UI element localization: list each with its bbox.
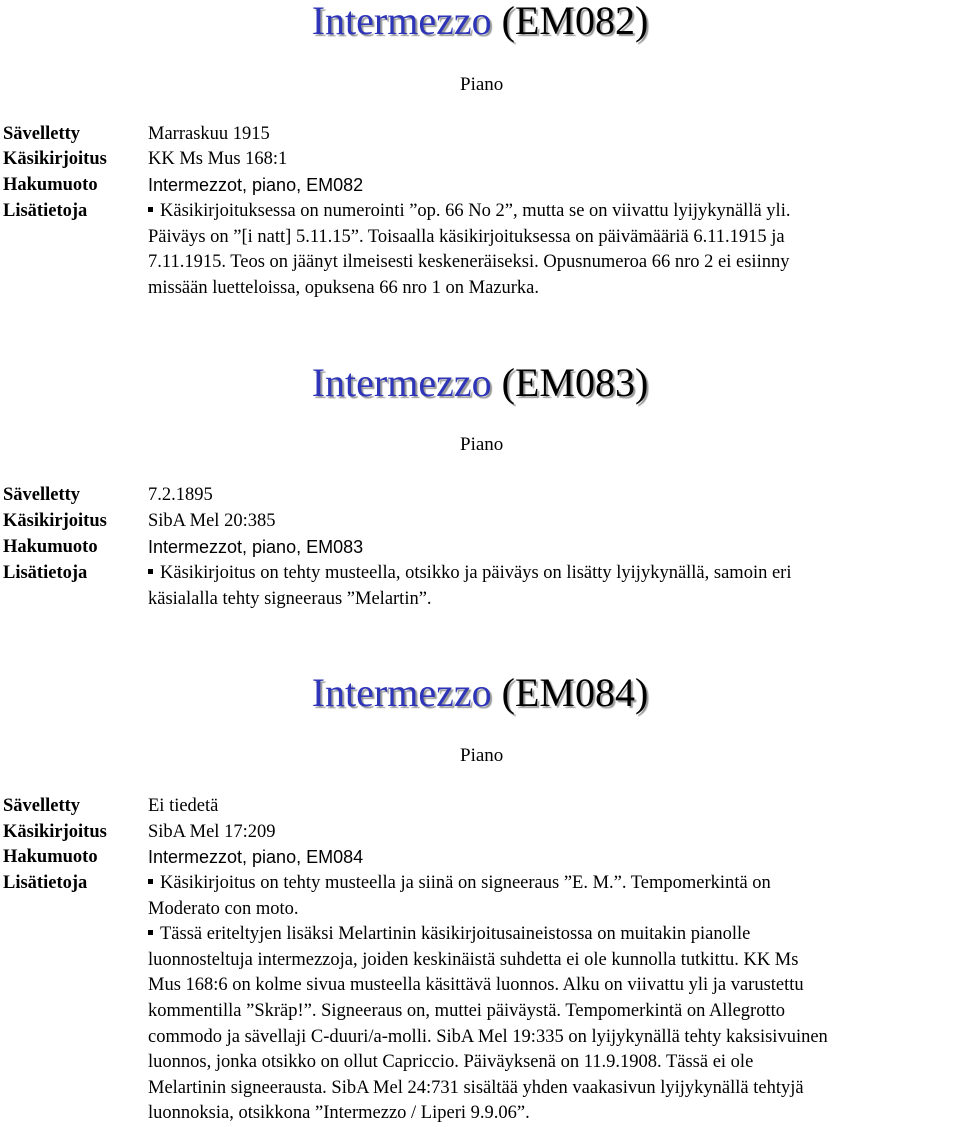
manuscript-label: Käsikirjoitus	[3, 511, 107, 531]
note-line: Melartinin signeerausta. SibA Mel 24:731 sisältää yhden vaakasivun lyijykynällä tehtyjä	[148, 1077, 804, 1098]
note-line	[148, 922, 960, 948]
note-text: Käsikirjoituksessa on numerointi ”op. 66 No 2”, mutta se on viivattu lyijykynällä yli.	[160, 201, 791, 221]
notes-label: Lisätietoja	[3, 201, 88, 221]
note-text: Käsikirjoitus on tehty musteella, otsikko ja päiväys on lisätty lyijykynällä, samoin eri	[160, 563, 792, 583]
notes-text	[148, 561, 960, 612]
note-line: missään luetteloissa, opuksena 66 nro 1 on Mazurka.	[148, 277, 539, 298]
entry-title-em084	[0, 670, 960, 716]
search-form-label: Hakumuoto	[3, 175, 98, 195]
title-name: Intermezzo	[311, 0, 492, 43]
note-line: luonnoksia, otsikkona ”Intermezzo / Liperi 9.9.06”.	[148, 1103, 530, 1124]
notes-text	[148, 871, 960, 1127]
search-form-label: Hakumuoto	[3, 847, 98, 867]
composed-label: Sävelletty	[3, 124, 81, 144]
note-text: Tässä eriteltyjen lisäksi Melartinin käsikirjoitusaineistossa on muitakin pianolle	[160, 924, 751, 945]
note-line: luonnosteltuja intermezzoja, joiden keskinäistä suhdetta ei ole kunnolla tutkittu. KK Ms	[148, 949, 799, 970]
note-line: Päiväys on ”[i natt] 5.11.15”. Toisaalla käsikirjoituksessa on päivämääriä 6.11.1915 ja	[148, 226, 785, 247]
title-name: Intermezzo	[311, 360, 492, 405]
title-code: (EM084)	[501, 670, 649, 715]
bullet-icon	[148, 569, 153, 574]
instrument: Piano	[460, 74, 504, 95]
manuscript-label: Käsikirjoitus	[3, 149, 107, 169]
bullet-icon	[148, 207, 153, 212]
note-line: Moderato con moto.	[148, 898, 299, 919]
note-line: luonnos, jonka otsikko on ollut Capriccio. Päiväyksenä on 11.9.1908. Tässä ei ole	[148, 1052, 754, 1073]
bullet-icon	[148, 930, 153, 935]
notes-text	[148, 199, 960, 301]
search-form-value: Intermezzot, piano, EM083	[148, 537, 364, 557]
search-form-label: Hakumuoto	[3, 537, 98, 557]
manuscript-value: SibA Mel 20:385	[148, 511, 276, 531]
note-line	[148, 561, 960, 587]
bullet-icon	[148, 879, 153, 884]
instrument: Piano	[460, 434, 504, 455]
entry-title-em083	[0, 360, 960, 406]
note-line: Mus 168:6 on kolme sivua musteella käsittävä luonnos. Alku on viivattu yli ja varustettu	[148, 975, 804, 996]
composed-value: Marraskuu 1915	[148, 124, 270, 144]
instrument: Piano	[460, 745, 504, 766]
search-form-value: Intermezzot, piano, EM084	[148, 847, 364, 867]
title-code: (EM083)	[501, 360, 649, 405]
manuscript-label: Käsikirjoitus	[3, 822, 107, 842]
note-line: commodo ja sävellaji C-duuri/a-molli. SibA Mel 19:335 on lyijykynällä tehty kaksisivuinen	[148, 1026, 828, 1047]
composed-label: Sävelletty	[3, 485, 81, 505]
note-line	[148, 871, 960, 897]
manuscript-value: SibA Mel 17:209	[148, 822, 276, 842]
composed-value: Ei tiedetä	[148, 796, 219, 816]
manuscript-value: KK Ms Mus 168:1	[148, 149, 288, 169]
notes-label: Lisätietoja	[3, 873, 88, 893]
entry-title-em082	[0, 0, 960, 44]
note-line: käsialalla tehty signeeraus ”Melartin”.	[148, 588, 432, 609]
notes-label: Lisätietoja	[3, 563, 88, 583]
note-text: Käsikirjoitus on tehty musteella ja siinä on signeeraus ”E. M.”. Tempomerkintä on	[160, 873, 771, 893]
note-line: kommentilla ”Skräp!”. Signeeraus on, muttei päiväystä. Tempomerkintä on Allegrotto	[148, 1000, 785, 1021]
title-name: Intermezzo	[311, 670, 492, 715]
search-form-value: Intermezzot, piano, EM082	[148, 175, 364, 195]
note-line: 7.11.1915. Teos on jäänyt ilmeisesti keskeneräiseksi. Opusnumeroa 66 nro 2 ei esiinny	[148, 252, 790, 273]
composed-value: 7.2.1895	[148, 485, 213, 505]
composed-label: Sävelletty	[3, 796, 81, 816]
title-code: (EM082)	[501, 0, 649, 43]
note-line	[148, 199, 960, 225]
